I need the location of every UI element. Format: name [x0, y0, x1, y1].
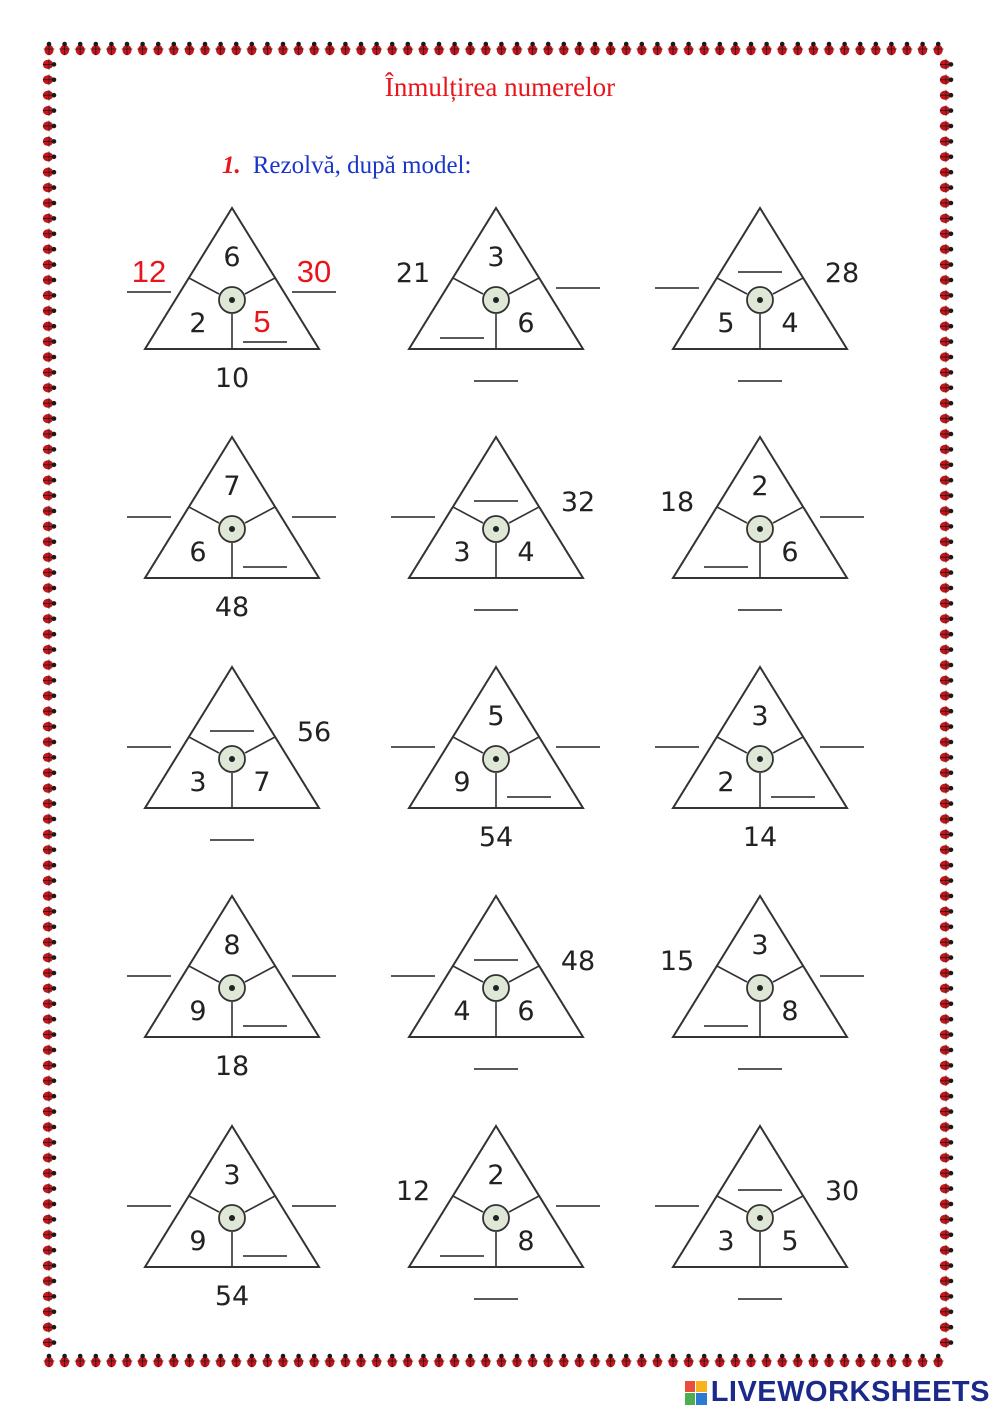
triangle-number: 2: [751, 471, 769, 502]
target-icon: [483, 287, 509, 313]
multiplication-triangle: [655, 208, 859, 381]
triangle-number: 9: [453, 767, 471, 798]
filled-answer: 30: [296, 254, 332, 289]
liveworksheets-logo-icon: [685, 1381, 707, 1405]
multiplication-triangle: [655, 1126, 859, 1299]
triangle-number: 3: [487, 242, 505, 273]
triangle-number: 4: [517, 537, 535, 568]
triangle-number: 3: [223, 1160, 241, 1191]
filled-answer: 5: [253, 304, 271, 339]
triangle-number: 30: [824, 1176, 860, 1207]
instruction-number: 1.: [222, 152, 241, 179]
filled-answer: 12: [131, 254, 167, 289]
triangle-number: 5: [717, 308, 735, 339]
triangle-number: 6: [781, 537, 799, 568]
triangle-number: 28: [824, 258, 860, 289]
multiplication-triangle: [396, 1126, 600, 1299]
triangle-number: 54: [214, 1281, 250, 1312]
multiplication-triangle: [396, 208, 600, 381]
multiplication-triangle: [127, 1126, 336, 1312]
triangle-number: 3: [751, 930, 769, 961]
multiplication-triangle: [127, 896, 336, 1082]
target-icon: [483, 1205, 509, 1231]
target-icon: [747, 975, 773, 1001]
triangle-number: 6: [189, 537, 207, 568]
triangle-number: 7: [223, 471, 241, 502]
target-icon: [219, 287, 245, 313]
triangle-number: 3: [189, 767, 207, 798]
triangle-number: 3: [751, 701, 769, 732]
multiplication-triangle: [660, 437, 864, 610]
triangle-number: 8: [517, 1226, 535, 1257]
triangle-number: 3: [717, 1226, 735, 1257]
liveworksheets-logo: [685, 1376, 990, 1409]
triangle-number: 14: [742, 822, 778, 853]
triangle-number: 5: [781, 1226, 799, 1257]
triangle-number: 48: [214, 592, 250, 623]
triangle-number: 7: [253, 767, 271, 798]
multiplication-triangle: [660, 896, 864, 1069]
multiplication-triangle: [391, 896, 595, 1069]
triangle-number: 5: [487, 701, 505, 732]
triangle-number: 18: [659, 487, 695, 518]
multiplication-triangle: [127, 667, 331, 840]
target-icon: [747, 746, 773, 772]
target-icon: [747, 516, 773, 542]
triangle-number: 8: [781, 996, 799, 1027]
triangle-number: 56: [296, 717, 332, 748]
triangle-number: 21: [395, 258, 431, 289]
triangle-number: 4: [453, 996, 471, 1027]
target-icon: [747, 1205, 773, 1231]
page-title: Înmulțirea numerelor: [384, 72, 616, 102]
triangle-number: 15: [659, 946, 695, 977]
triangle-number: 9: [189, 996, 207, 1027]
triangle-number: 12: [395, 1176, 431, 1207]
triangle-number: 6: [223, 242, 241, 273]
multiplication-triangle: [127, 208, 336, 394]
triangle-number: 6: [517, 996, 535, 1027]
triangle-number: 8: [223, 930, 241, 961]
target-icon: [219, 516, 245, 542]
target-icon: [483, 975, 509, 1001]
triangle-number: 32: [560, 487, 596, 518]
multiplication-triangle: [655, 667, 864, 853]
triangle-number: 9: [189, 1226, 207, 1257]
logo-text: LIVEWORKSHEETS: [710, 1376, 990, 1408]
instruction-text: Rezolvă, după model:: [252, 152, 472, 179]
multiplication-triangle: [391, 437, 595, 610]
target-icon: [219, 1205, 245, 1231]
triangle-number: 6: [517, 308, 535, 339]
target-icon: [483, 746, 509, 772]
triangle-number: 18: [214, 1051, 250, 1082]
target-icon: [219, 975, 245, 1001]
triangle-number: 2: [487, 1160, 505, 1191]
multiplication-triangle: [391, 667, 600, 853]
target-icon: [219, 746, 245, 772]
target-icon: [747, 287, 773, 313]
triangle-number: 48: [560, 946, 596, 977]
triangle-number: 4: [781, 308, 799, 339]
triangle-number: 54: [478, 822, 514, 853]
triangle-number: 10: [214, 363, 250, 394]
triangle-number: 2: [189, 308, 207, 339]
triangle-number: 2: [717, 767, 735, 798]
triangle-number: 3: [453, 537, 471, 568]
multiplication-triangle: [127, 437, 336, 623]
target-icon: [483, 516, 509, 542]
